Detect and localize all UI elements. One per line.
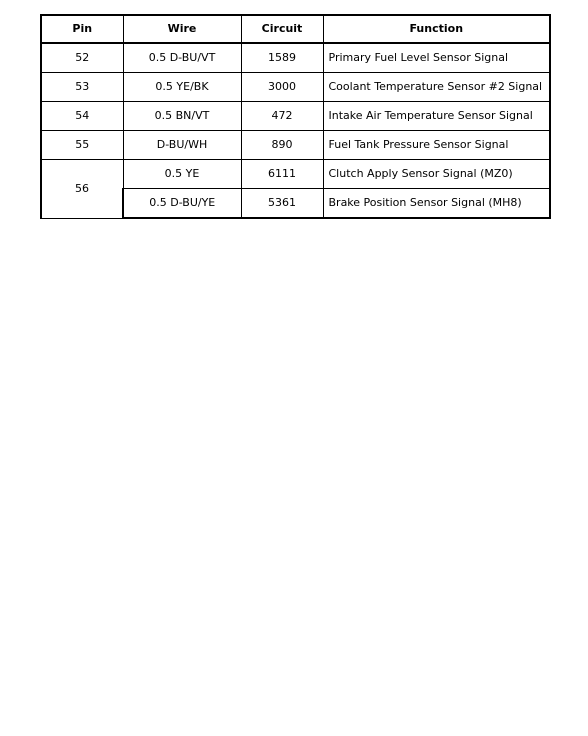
circuit-cell: 472 <box>241 102 323 131</box>
wire-cell: 0.5 BN/VT <box>123 102 241 131</box>
circuit-cell: 890 <box>241 131 323 160</box>
function-cell: Coolant Temperature Sensor #2 Signal <box>323 73 550 102</box>
function-cell: Brake Position Sensor Signal (MH8) <box>323 189 550 219</box>
header-circuit: Circuit <box>241 15 323 43</box>
circuit-cell: 1589 <box>241 43 323 73</box>
table-row <box>41 73 550 102</box>
circuit-cell: 6111 <box>241 160 323 189</box>
wire-cell: 0.5 D-BU/YE <box>123 189 241 219</box>
function-cell: Fuel Tank Pressure Sensor Signal <box>323 131 550 160</box>
table-row <box>41 102 550 131</box>
function-cell: Clutch Apply Sensor Signal (MZ0) <box>323 160 550 189</box>
wire-cell: 0.5 D-BU/VT <box>123 43 241 73</box>
wire-cell: 0.5 YE/BK <box>123 73 241 102</box>
pin-cell: 52 <box>41 43 123 73</box>
pin-cell: 56 <box>41 160 123 219</box>
table-row <box>41 160 550 189</box>
header-wire: Wire <box>123 15 241 43</box>
table-row <box>41 43 550 73</box>
circuit-cell: 5361 <box>241 189 323 219</box>
wire-cell: 0.5 YE <box>123 160 241 189</box>
function-cell: Primary Fuel Level Sensor Signal <box>323 43 550 73</box>
pin-cell: 55 <box>41 131 123 160</box>
header-function: Function <box>323 15 550 43</box>
table-row <box>41 131 550 160</box>
function-cell: Intake Air Temperature Sensor Signal <box>323 102 550 131</box>
table-header-row <box>41 15 550 43</box>
circuit-cell: 3000 <box>241 73 323 102</box>
header-pin: Pin <box>41 15 123 43</box>
pin-connector-table <box>40 14 551 219</box>
pin-cell: 53 <box>41 73 123 102</box>
wire-cell: D-BU/WH <box>123 131 241 160</box>
pin-cell: 54 <box>41 102 123 131</box>
